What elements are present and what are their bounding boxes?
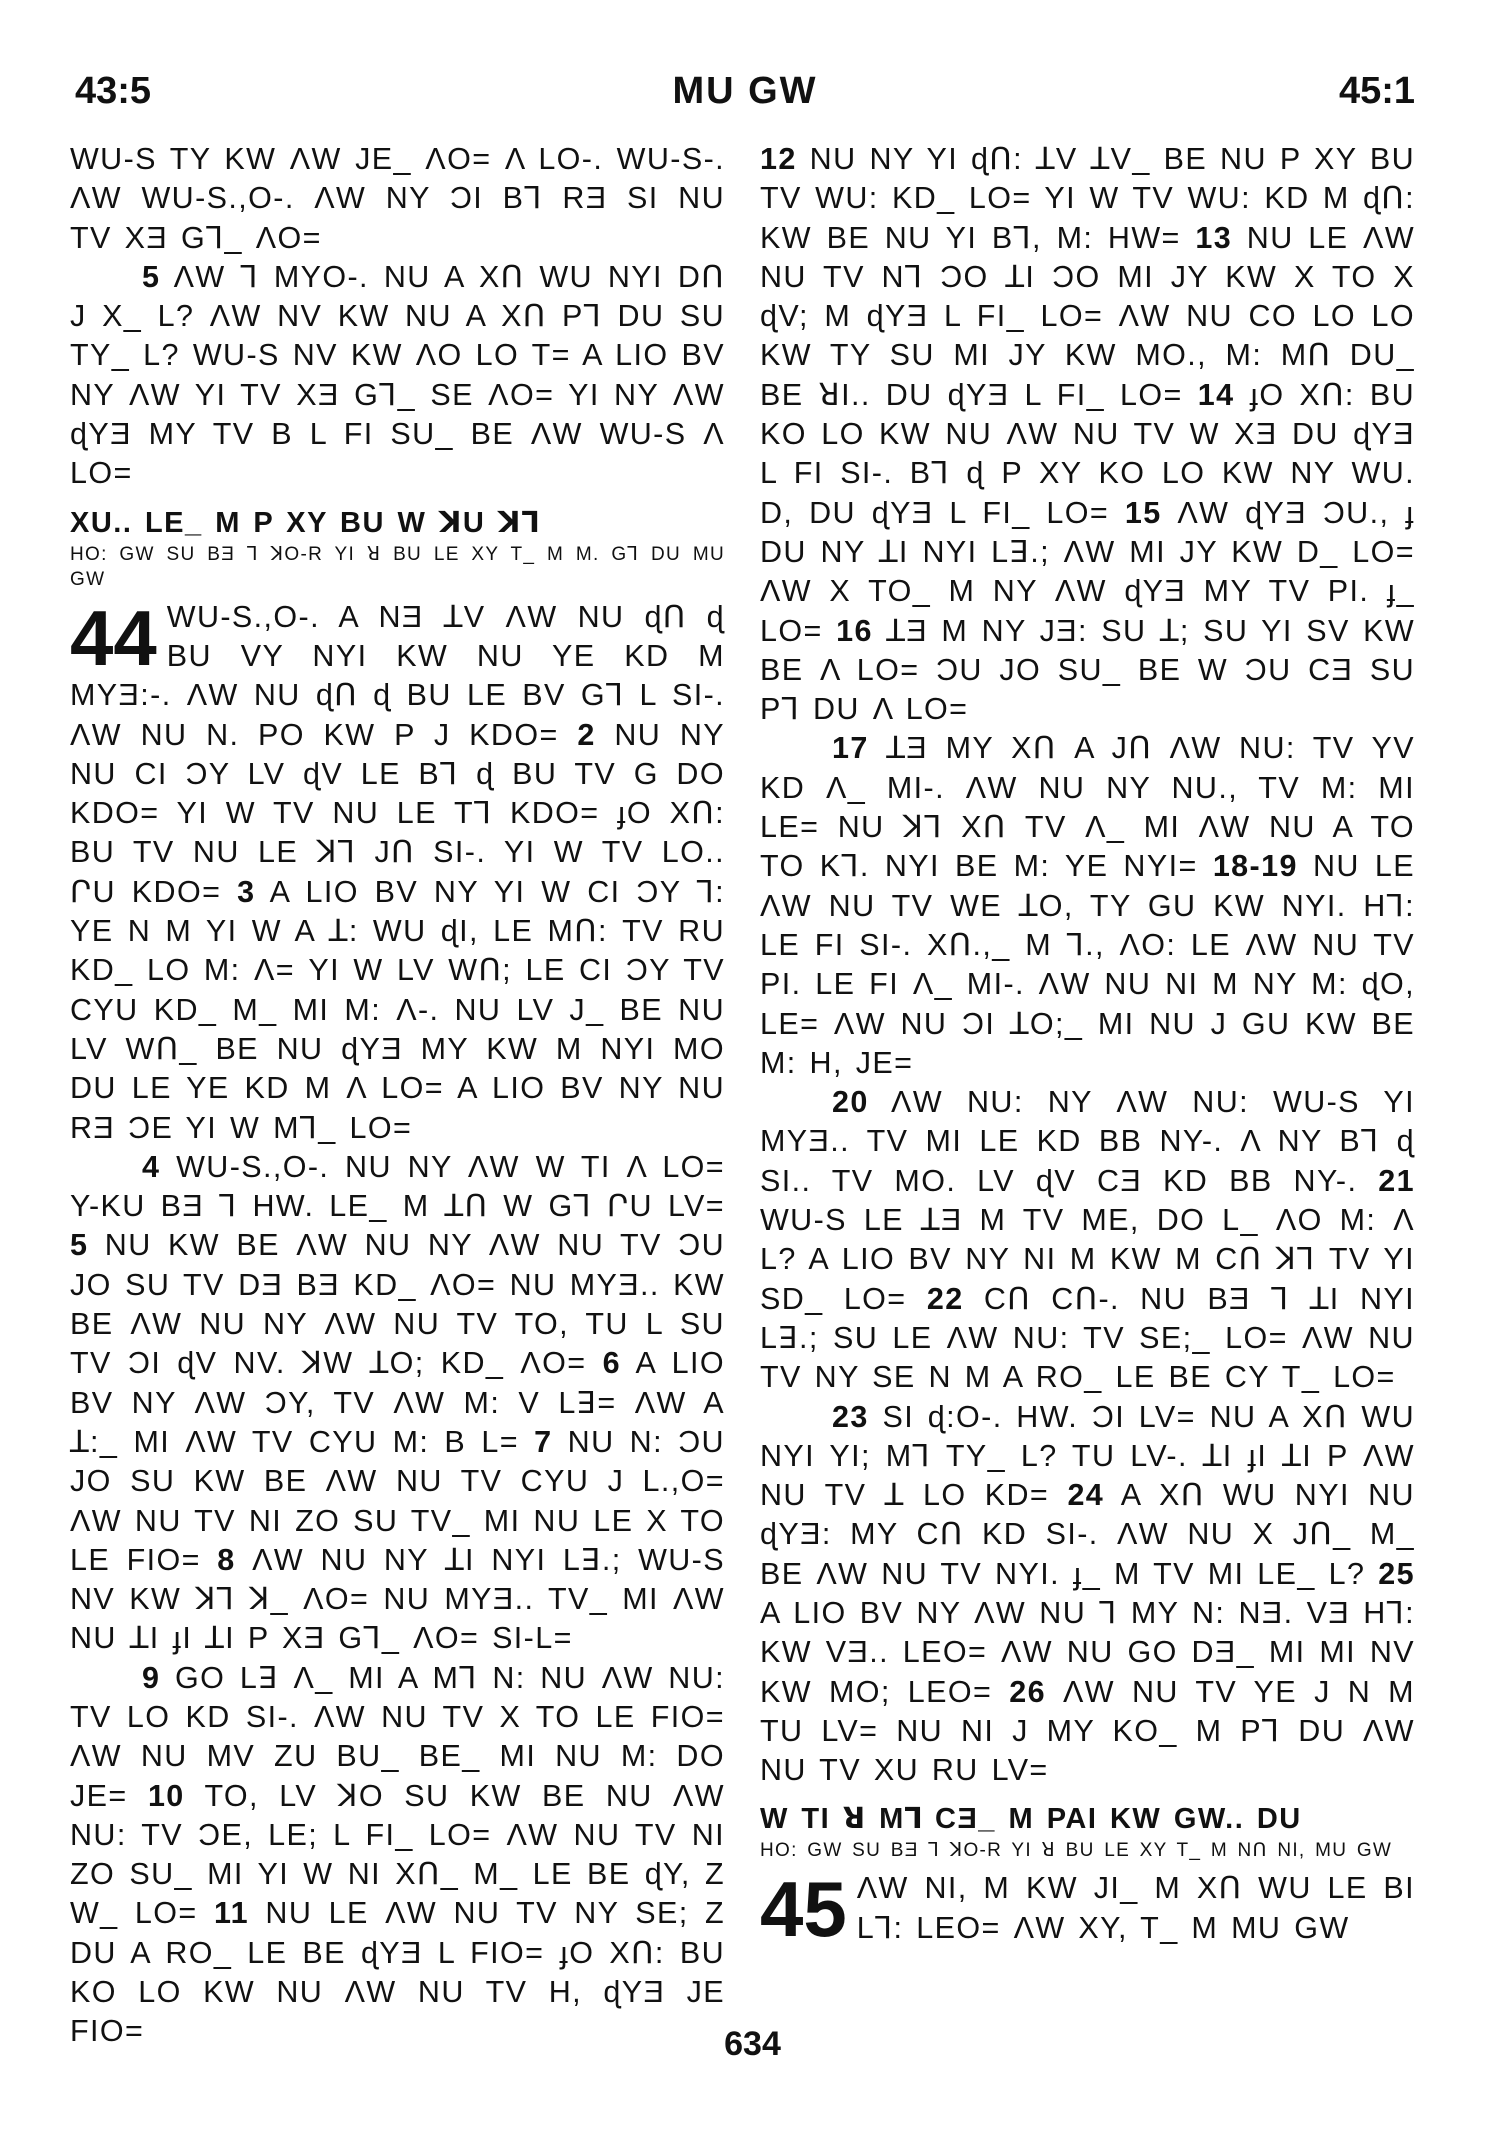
paragraph: 23 SI ɖ:O-. HW. ƆI LV= NU A XՈ WU NYI YI; Mꓶ TY_ L? TU LV-. ꓕI ɟI ꓕI P ΛW NU TV ꓕ LO KD= 24 A XՈ WU NYI NU ɖYƎ: MY CՈ KD SI-. ΛW NU X JՈ_ M_ BE ΛW NU TV NYI. ɟ_ M TV MI LE_ L? 25 A LIO BV NY ΛW NU ꓶ MY N: NƎ. VƎ Hꓶ: KW VƎ.. LEO= ΛW NU GO DƎ_ MI MI NV KW MO; LEO= 26 ΛW NU TV YE J N M TU LV= NU NI J MY KO_ M Pꓶ DU ΛW NU TV XU RU LV= [760, 1399, 1416, 1788]
verse-number: 18-19 [1212, 849, 1298, 884]
verse-number: 6 [602, 1346, 622, 1381]
paragraph: 5 ΛW ꓶ MYO-. NU A XՈ WU NYI DՈ J X_ L? ΛW NV KW NU A XՈ Pꓶ DU SU TY_ L? WU-S NV KW ΛO LO T= A LIO BV NY ΛW YI TV XƎ Gꓶ_ SE ΛO= YI NY ΛW ɖYƎ MY TV B L FI SU_ BE ΛW WU-S Λ LO= [70, 259, 725, 491]
verse-number: 24 [1067, 1478, 1105, 1513]
verse-number: 15 [1124, 495, 1162, 530]
header-right-reference: 45:1 [1338, 70, 1415, 112]
section-heading: XU.. LE_ M P XY BU W ꓘU ꓘꓶ [70, 506, 540, 539]
verse-number: 16 [836, 613, 873, 648]
verse-number: 14 [1197, 377, 1235, 412]
verse-number: 3 [237, 874, 256, 909]
verse-number: 5 [142, 259, 161, 294]
verse-number: 17 [832, 731, 869, 766]
verse-number: 4 [142, 1149, 161, 1184]
paragraph: 45 ΛW NI, M KW JI_ M XՈ WU LE BI Lꓶ: LEO= ΛW XY, T_ M MU GW [760, 1865, 1415, 1954]
verse-number: 12 [760, 142, 797, 176]
verse-number: 21 [1378, 1163, 1415, 1198]
paragraph: 9 GO Lꓱ Λ_ MI A Mꓶ N: NU ΛW NU: TV LO KD SI-. ΛW NU TV X TO LE FIO= ΛW NU MV ZU BU_ BE_ MI NU M: DO JE= 10 TO, LV ꓘO SU KW BE NU ΛW NU: TV ƆE, LE; L FI_ LO= ΛW NU TV NI ZO SU_ MI YI W NI XՈ_ M_ LE BE ɖY, Z W_ LO= 11 NU LE ΛW NU TV NY SE; Z DU A RO_ LE BE ɖYƎ L FIO= ɟO XՈ: BU KO LO KW NU ΛW NU TV H, ɖYƎ JE FIO= [70, 1660, 726, 2049]
verse-number: 10 [147, 1778, 185, 1813]
header-left-reference: 43:5 [75, 70, 152, 112]
verse-number: 5 [70, 1228, 89, 1263]
section-subheading: HO: GW SU BƎ ꓶ ꓘO-R YI ꓤ BU LE XY T_ M NՈ NI, MU GW [760, 1840, 1393, 1862]
right-column [760, 140, 1416, 1954]
verse-number: 8 [217, 1542, 236, 1577]
paragraph: 44 WU-S.,O-. A NƎ ꓕV ΛW NU ɖՈ ɖ BU VY NYI KW NU YE KD M MYƎ:-. ΛW NU ɖՈ ɖ BU LE BV Gꓶ L SI-. ΛW NU N. PO KW P J KDO= 2 NU NY NU CI ƆY LV ɖV LE Bꓶ ɖ BU TV G DO KDO= YI W TV NU LE Tꓶ KDO= ɟO XՈ: BU TV NU LE ꓘꓶ JՈ SI-. YI W TV LO.. ՐU KDO= 3 A LIO BV NY YI W CI ƆY ꓶ: YE N M YI W A ꓕ: WU ɖI, LE MՈ: TV RU KD_ LO M: Λ= YI W LV WՈ; LE CI ƆY TV CYU KD_ M_ MI M: Λ-. NU LV J_ BE NU LV WՈ_ BE NU ɖYƎ MY KW M NYI MO DU LE YE KD M Λ LO= A LIO BV NY NU RƎ ƆE YI W Mꓶ_ LO= [70, 593, 726, 1145]
verse-number: 11 [214, 1896, 250, 1931]
verse-number: 9 [142, 1660, 161, 1695]
page-header [75, 70, 1415, 120]
verse-number: 26 [1009, 1674, 1046, 1709]
paragraph: WU-S TY KW ΛW JE_ ΛO= Λ LO-. WU-S-. ΛW WU-S.,O-. ΛW NY ƆI Bꓶ RƎ SI NU TV XƎ Gꓶ_ ΛO= [70, 142, 725, 255]
verse-number: 13 [1195, 220, 1233, 255]
paragraph: 17 ꓕƎ MY XՈ A JՈ ΛW NU: TV YV KD Λ_ MI-. ΛW NU NY NU., TV M: MI LE= NU ꓘꓶ XՈ TV Λ_ MI ΛW NU A TO TO Kꓶ. NYI BE M: YE NYI= 18-19 NU LE ΛW NU TV WE ꓕO, TY GU KW NYI. Hꓶ: LE FI SI-. XՈ.,_ M ꓶ., ΛO: LE ΛW NU TV PI. LE FI Λ_ MI-. ΛW NU NI M NY M: ɖO, LE= ΛW NU ƆI ꓕO;_ MI NU J GU KW BE M: H, JE= [760, 731, 1416, 1080]
section-heading: W TI ꓤ Mꓶ CƎ_ M PAI KW GW.. DU [760, 1803, 1302, 1836]
paragraph: 4 WU-S.,O-. NU NY ΛW W TI Λ LO= Y-KU BƎ ꓶ HW. LE_ M ꓕՈ W Gꓶ ՐU LV= 5 NU KW BE ΛW NU NY ΛW NU TV ƆU JO SU TV DƎ BƎ KD_ ΛO= NU MYƎ.. KW BE ΛW NU NY ΛW NU TV TO, TU L SU TV ƆI ɖV NV. ꓘW ꓕO; KD_ ΛO= 6 A LIO BV NY ΛW ƆY, TV ΛW M: V Lꓱ= ΛW A ꓕ:_ MI ΛW TV CYU M: B L= 7 NU N: ƆU JO SU KW BE ΛW NU TV CYU J L.,O= ΛW NU TV NI ZO SU TV_ MI NU LE X TO LE FIO= 8 ΛW NU NY ꓕI NYI Lꓱ.; WU-S NV KW ꓘꓶ ꓘ_ ΛO= NU MYƎ.. TV_ MI ΛW NU ꓕI ɟI ꓕI P XƎ Gꓶ_ ΛO= SI-L= [70, 1149, 726, 1656]
chapter-number: 45 [760, 1865, 847, 1954]
paragraph: 12 NU NY YI ɖՈ: ꓕV ꓕV_ BE NU P XY BU TV WU: KD_ LO= YI W TV WU: KD M ɖՈ: KW BE NU YI Bꓶ, M: HW= 13 NU LE ΛW NU TV Nꓶ ƆO ꓕI ƆO MI JY KW X TO X ɖV; M ɖYƎ L FI_ LO= ΛW NU CO LO LO KW TY SU MI JY KW MO., M: MՈ DU_ BE ꓤI.. DU ɖYƎ L FI_ LO= 14 ɟO XՈ: BU KO LO KW NU ΛW NU TV W XƎ DU ɖYƎ L FI SI-. Bꓶ ɖ P XY KO LO KW NY WU. D, DU ɖYƎ L FI_ LO= 15 ΛW ɖYƎ ƆU., ɟ DU NY ꓕI NYI Lꓱ.; ΛW MI JY KW D_ LO= ΛW X TO_ M NY ΛW ɖYƎ MY TV PI. ɟ_ LO= 16 ꓕƎ M NY JƎ: SU ꓕ; SU YI SV KW BE Λ LO= ƆU JO SU_ BE W ƆU CƎ SU Pꓶ DU Λ LO= [760, 142, 1416, 727]
left-column [70, 140, 725, 2052]
chapter-number: 44 [70, 593, 157, 682]
verse-number: 20 [832, 1085, 869, 1120]
verse-number: 2 [577, 717, 596, 752]
verse-number: 23 [832, 1399, 869, 1434]
paragraph: 20 ΛW NU: NY ΛW NU: WU-S YI MYƎ.. TV MI LE KD BB NY-. Λ NY Bꓶ ɖ SI.. TV MO. LV ɖV CƎ KD BB NY-. 21 WU-S LE ꓕƎ M TV ME, DO L_ ΛO M: Λ L? A LIO BV NY NI M KW M CՈ ꓘꓶ TV YI SD_ LO= 22 CՈ CՈ-. NU BƎ ꓶ ꓕI NYI Lꓱ.; SU LE ΛW NU: TV SE;_ LO= ΛW NU TV NY SE N M A RO_ LE BE CY T_ LO= [760, 1085, 1416, 1395]
page-number: 634 [724, 2025, 781, 2063]
verse-number: 22 [926, 1281, 964, 1316]
verse-number: 25 [1378, 1556, 1416, 1591]
section-subheading: HO: GW SU BƎ ꓶ ꓘO-R YI ꓤ BU LE XY T_ M M. Gꓶ DU MU GW [70, 543, 725, 590]
header-book-title: MU GW [672, 70, 818, 112]
verse-number: 7 [534, 1424, 553, 1459]
